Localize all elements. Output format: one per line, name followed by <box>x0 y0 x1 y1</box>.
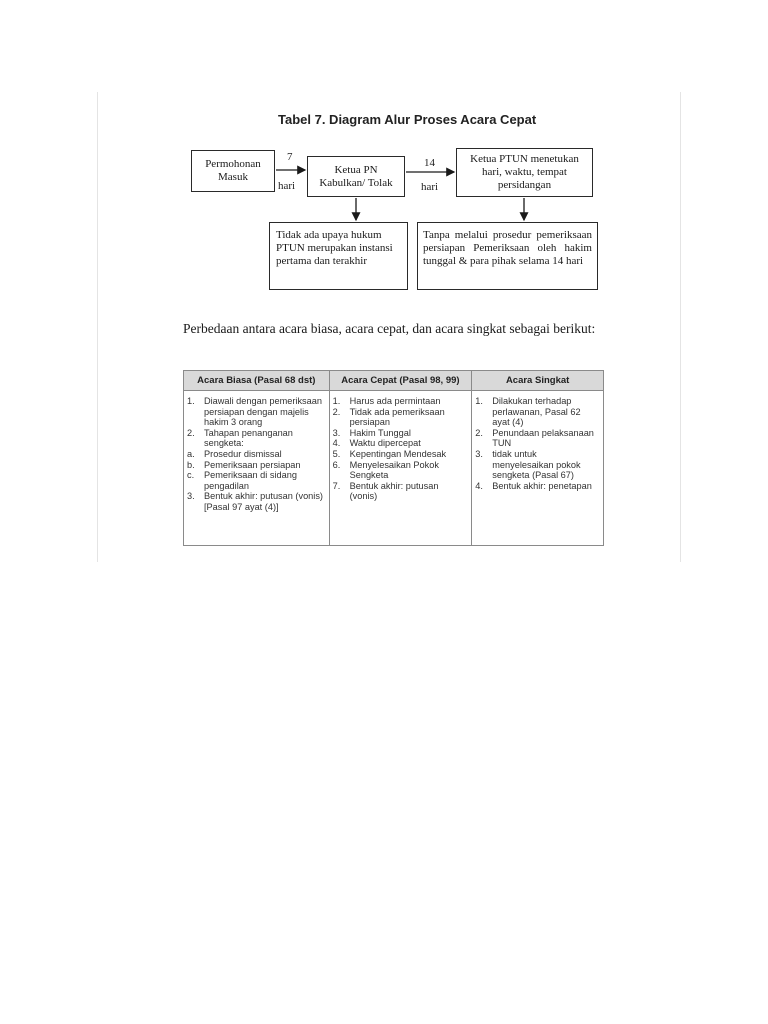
list-item-text: Penundaan pelaksanaan TUN <box>492 427 594 449</box>
list-acara-singkat <box>475 396 600 491</box>
comparison-table <box>183 370 604 546</box>
list-item-marker: 1. <box>475 396 483 406</box>
list-item <box>187 449 326 460</box>
list-item-text: Tidak ada pemeriksaan persiapan <box>349 406 445 428</box>
list-item <box>187 470 326 491</box>
list-item-text: Kepentingan Mendesak <box>349 448 447 459</box>
list-item-text: Hakim Tunggal <box>349 427 411 438</box>
list-item-marker: 3. <box>332 427 341 438</box>
box-ketua-pn-text: Ketua PN Kabulkan/ Tolak <box>319 163 393 189</box>
list-item <box>333 396 469 407</box>
list-item <box>333 428 469 439</box>
list-item-text: tidak untuk menyelesaikan pokok sengketa (Pasal 67) <box>492 448 581 481</box>
list-item-text: Bentuk akhir: putusan (vonis) <box>349 480 439 502</box>
box-permohonan-text: Permohonan Masuk <box>205 158 261 183</box>
list-acara-cepat <box>333 396 469 502</box>
list-item-marker: 1. <box>332 396 341 406</box>
list-item <box>187 460 326 471</box>
label-hari-2: hari <box>421 181 439 193</box>
list-item <box>333 407 469 428</box>
table-header-row <box>184 371 604 391</box>
header-acara-biasa: Acara Biasa (Pasal 68 dst) <box>184 371 330 391</box>
cell-acara-singkat <box>472 391 604 546</box>
header-acara-cepat: Acara Cepat (Pasal 98, 99) <box>329 371 472 391</box>
list-item-marker: 2. <box>475 427 483 438</box>
box-ketua-ptun-text: Ketua PTUN menetukan hari, waktu, tempat persidangan <box>470 153 579 191</box>
list-item <box>333 460 469 481</box>
list-item-marker: 2. <box>187 427 195 438</box>
list-item-marker: 7. <box>332 480 341 491</box>
list-item <box>187 396 326 428</box>
list-item <box>187 491 326 512</box>
list-item-marker: 4. <box>332 438 341 449</box>
label-7-days: 7 <box>287 151 293 163</box>
list-item <box>333 481 469 502</box>
label-hari-1: hari <box>278 180 296 192</box>
list-item-text: Bentuk akhir: putusan (vonis)[Pasal 97 ayat (4)] <box>204 491 323 512</box>
list-item-text: Diawali dengan pemeriksaan persiapan dengan majelis hakim 3 orang <box>204 396 322 428</box>
list-item-text: Bentuk akhir: penetapan <box>492 480 592 491</box>
cell-acara-cepat <box>329 391 472 546</box>
list-item-text: Menyelesaikan Pokok Sengketa <box>349 459 439 481</box>
list-item <box>475 396 600 428</box>
list-item-text: Dilakukan terhadap perlawanan, Pasal 62 ayat (4) <box>492 396 581 428</box>
list-item-text: Harus ada permintaan <box>349 396 441 406</box>
list-item <box>333 449 469 460</box>
header-acara-singkat: Acara Singkat <box>472 371 604 391</box>
list-item-marker: 1. <box>187 396 195 406</box>
list-item-text: Tahapan penanganan sengketa: <box>204 427 293 449</box>
list-item <box>187 428 326 449</box>
list-item-text: Prosedur dismissal <box>204 448 282 459</box>
label-14-days: 14 <box>424 157 435 169</box>
list-item-marker: 6. <box>332 459 341 470</box>
list-item <box>475 481 600 492</box>
list-item <box>475 449 600 481</box>
list-item-text: Waktu dipercepat <box>349 438 421 449</box>
box-tanpa-melalui-text: Tanpa melalui prosedur pemeriksaan persiapan Pemeriksaan oleh hakim tunggal & para pihak selama 14 hari <box>423 229 592 267</box>
box-tidak-ada-text: Tidak ada upaya hukum PTUN merupakan instansi pertama dan terakhir <box>276 229 393 267</box>
list-item-marker: b. <box>187 459 195 470</box>
list-item <box>333 438 469 449</box>
list-item-marker: a. <box>187 448 195 459</box>
list-item-marker: 3. <box>475 448 483 459</box>
list-item-marker: 4. <box>475 480 483 491</box>
list-item-marker: c. <box>187 470 195 481</box>
list-item <box>475 428 600 449</box>
diagram-title: Tabel 7. Diagram Alur Proses Acara Cepat <box>278 112 537 127</box>
intro-paragraph: Perbedaan antara acara biasa, acara cepat, dan acara singkat sebagai berikut: <box>183 321 596 336</box>
cell-acara-biasa <box>184 391 330 546</box>
list-acara-biasa <box>187 396 326 513</box>
list-item-marker: 3. <box>187 491 195 502</box>
list-item-marker: 2. <box>332 406 341 417</box>
list-item-marker: 5. <box>332 448 341 459</box>
list-item-text: Pemeriksaan di sidang pengadilan <box>204 470 297 491</box>
table-row <box>184 391 604 546</box>
list-item-text: Pemeriksaan persiapan <box>204 459 301 470</box>
